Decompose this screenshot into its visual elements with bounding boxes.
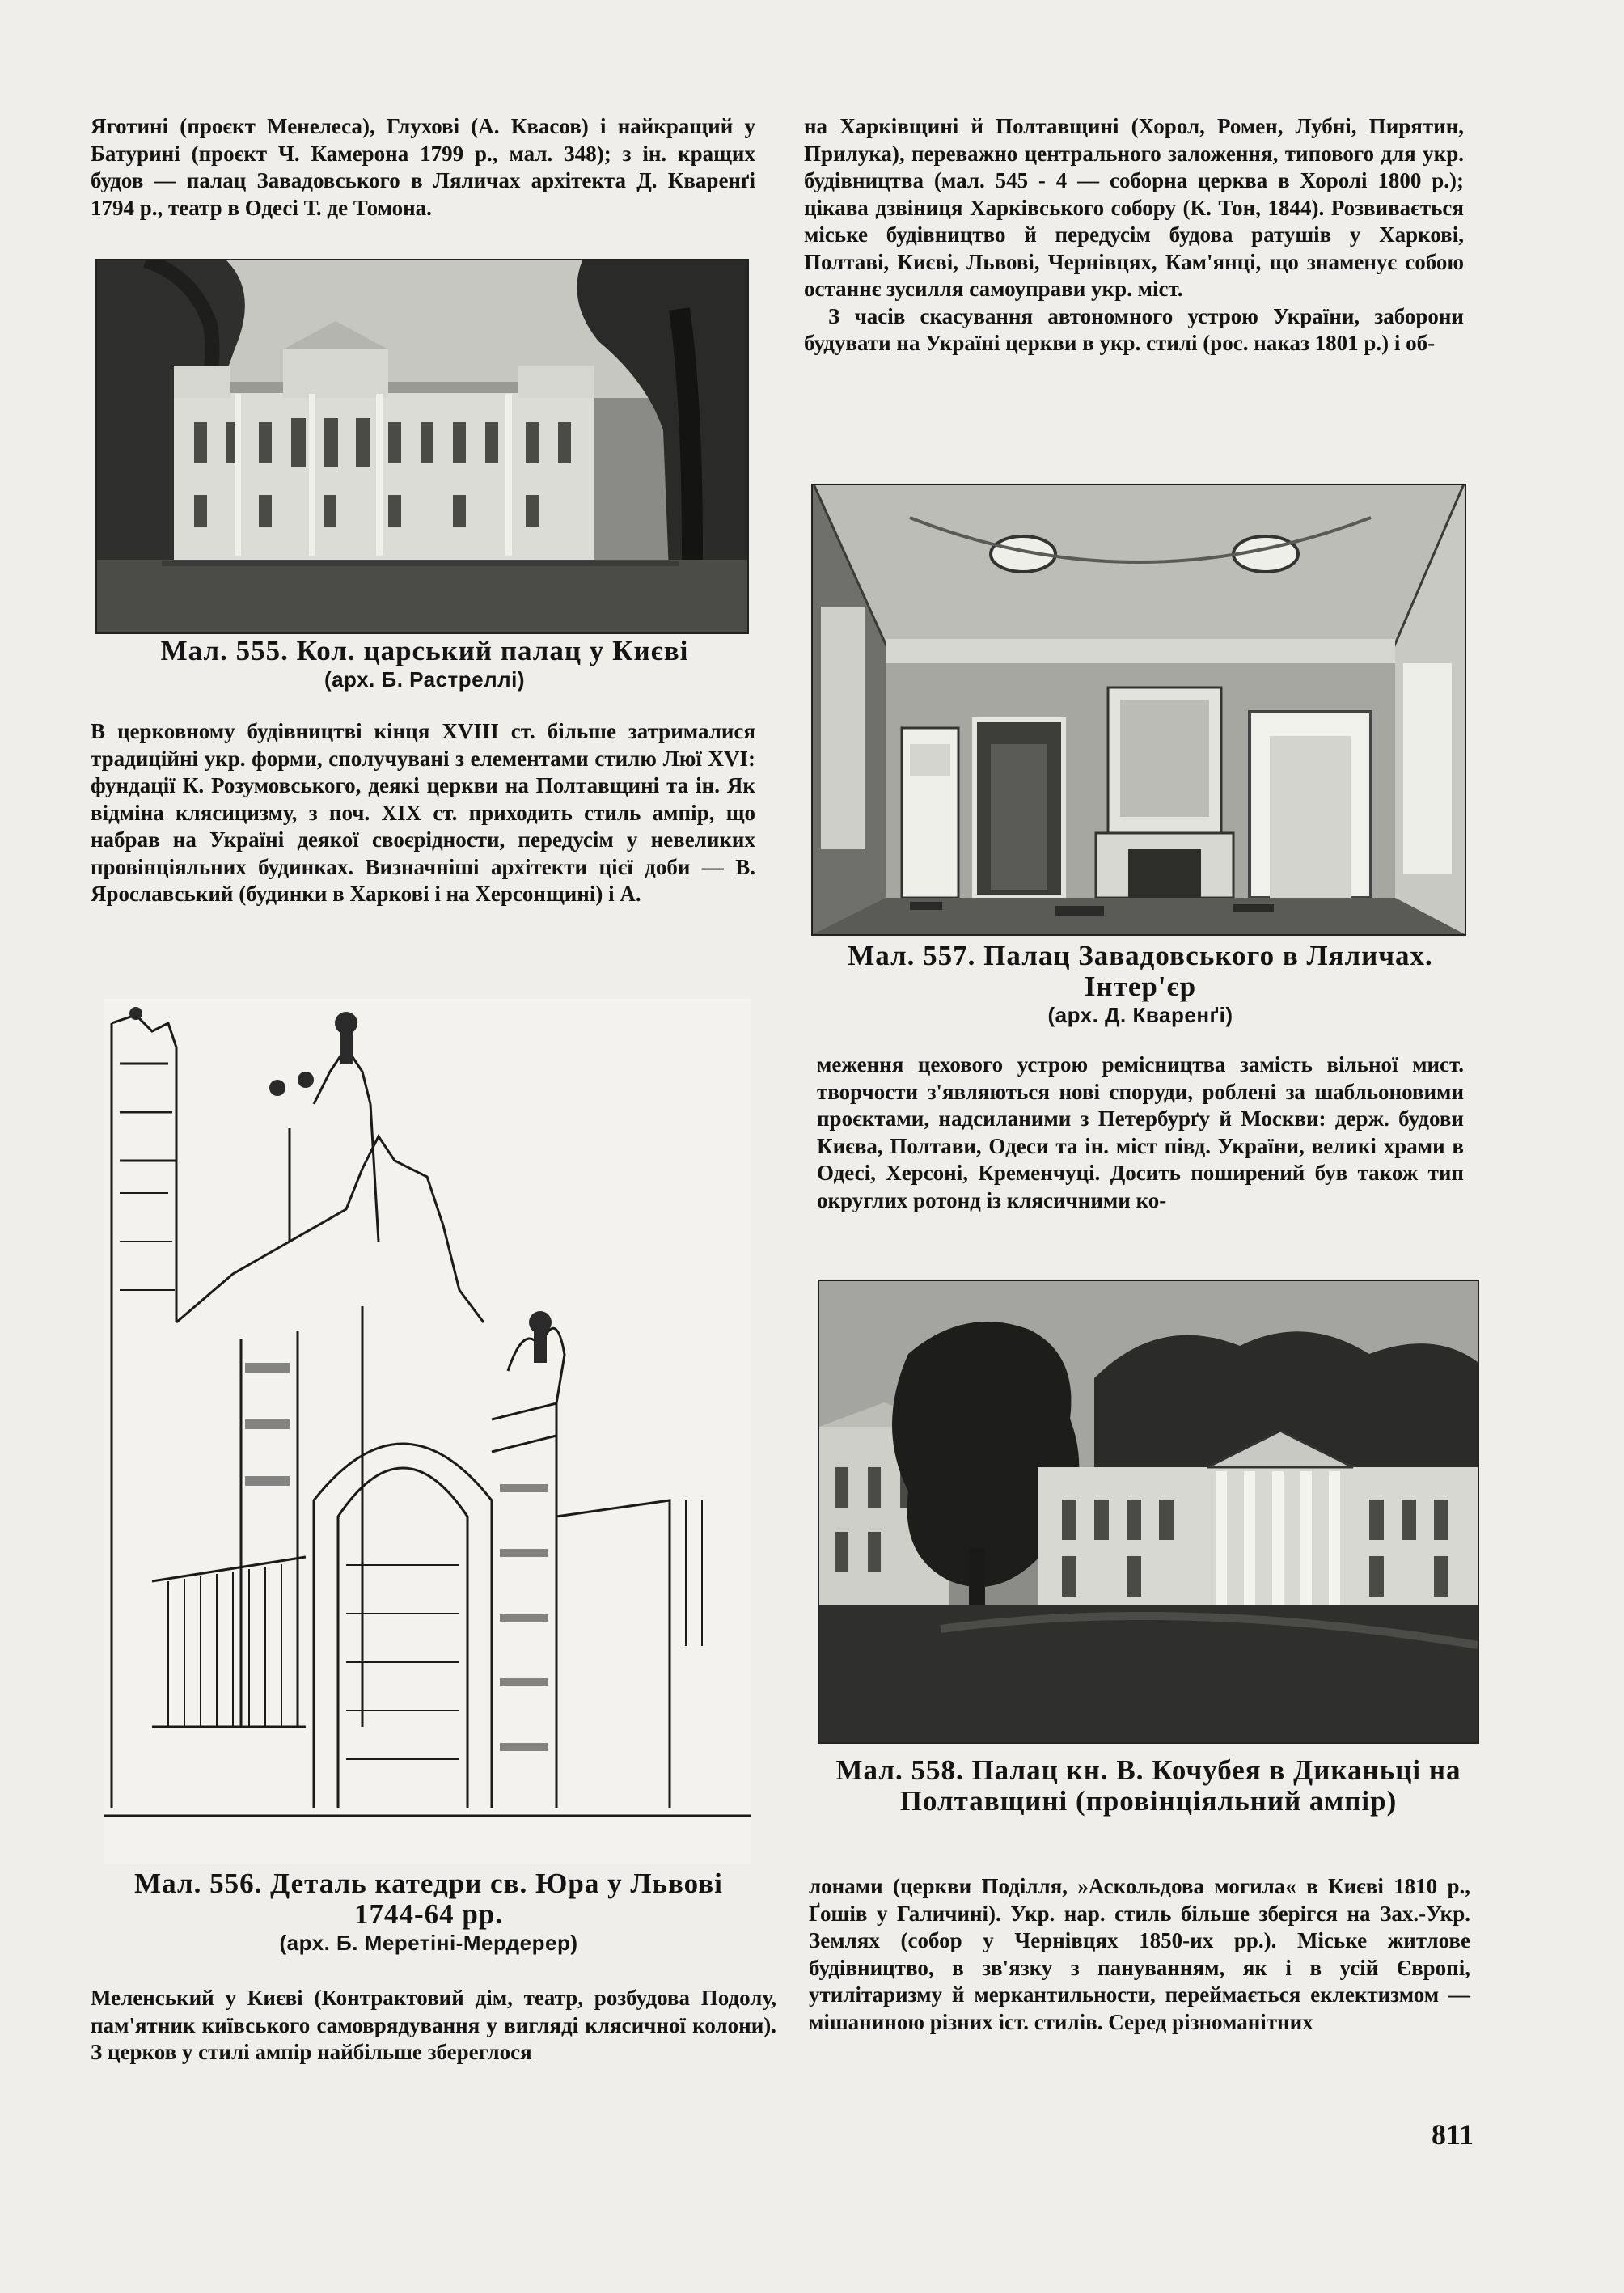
figure-558-photo: [818, 1280, 1479, 1744]
figure-557-title: Мал. 557. Палац Завадовського в Ляличах. Інтер'єр: [848, 940, 1433, 1002]
left-column-top-text: [91, 113, 755, 222]
right-top-paragraph-2: З часів скасування автономного устрою України, заборони будувати на Україні церкви в укр. стилі (рос. наказ 1801 р.) і об-: [804, 303, 1464, 355]
figure-556-architect: (арх. Б. Меретіні-Мердерер): [279, 1931, 578, 1955]
figure-556-title: Мал. 556. Деталь катедри св. Юра у Львові 1744-64 рр.: [134, 1868, 723, 1930]
figure-555-photo: [95, 259, 749, 634]
right-middle-paragraph: меження цехового устрою ремісництва замість вільної мист. творчости з'являються нові споруди, роблені за шабльоновими проєктами, надсиланими з Петербурґу й Москви: держ. будови Києва, Полтави, Одеси та ін. міст півд. України, великі храми в Одесі, Херсоні, Кременчуці. Досить поширений був також тип округлих ротонд із клясичними ко-: [817, 1052, 1464, 1212]
right-bottom-paragraph: лонами (церкви Поділля, »Аскольдова могила« в Києві 1810 р., Ґошів у Галичині). Укр. нар. стиль більше зберігся на Зах.-Укр. Землях (собор у Чернівцях 1850-их рр.). Міське житлове будівництво, в зв'язку з пануванням, як і в усій Європі, утилітаризму й меркантильности, переймається еклектизмом — мішаниною різних іст. стилів. Серед різноманітних: [809, 1874, 1470, 2034]
left-middle-paragraph: В церковному будівництві кінця XVIII ст. більше затрималися традиційні укр. форми, сполучувані з елементами стилю Люї XVI: фундації К. Розумовського, деякі церкви на Полтавщині та ін. Як відміна клясицизму, з поч. XIX ст. приходить стиль ампір, що набрав на Україні деякої своєрідности, передусім у невеликих провінціяльних будинках. Визначніші архітекти цієї доби — В. Ярославський (будинки в Харкові і на Херсонщині) і А.: [91, 719, 755, 906]
page-number: 811: [1432, 2118, 1474, 2151]
figure-556-drawing: [104, 999, 751, 1864]
left-column-middle-text: [91, 718, 755, 908]
right-column-top-text: [804, 113, 1464, 357]
right-top-paragraph-1: на Харківщині й Полтавщині (Хорол, Ромен, Лубні, Пирятин, Прилука), переважно центрального заложення, типового для укр. будівництва (мал. 545 - 4 — соборна церква в Хоролі 1800 р.); цікава дзвіниця Харківського собору (К. Тон, 1844). Розвивається міське будівництво й передусім будова ратушів у Харкові, Полтаві, Києві, Львові, Чернівцях, Кам'янці, що знаменує собою останнє зусилля самоуправи укр. міст.: [804, 114, 1464, 301]
left-column-bottom-text: [91, 1985, 776, 2067]
figure-555-title: Мал. 555. Кол. царський палац у Києві: [160, 635, 689, 666]
left-bottom-paragraph: Меленський у Києві (Контрактовий дім, театр, розбудова Подолу, пам'ятник київського самоврядування у вигляді клясичної колони). З церков у стилі ампір найбільше збереглося: [91, 1986, 776, 2064]
figure-557-photo: [811, 484, 1466, 936]
right-column-middle-text: [817, 1051, 1464, 1214]
figure-555-caption: [81, 636, 768, 692]
left-top-paragraph: Яготині (проєкт Менелеса), Глухові (А. Квасов) і найкращий у Батурині (проєкт Ч. Камерона 1799 р., мал. 348); з ін. кращих будов — палац Завадовського в Ляличах архітекта Д. Кваренґі 1794 р., театр в Одесі Т. де Томона.: [91, 114, 755, 220]
figure-557-architect: (арх. Д. Кваренґі): [1047, 1003, 1233, 1027]
figure-555-architect: (арх. Б. Растреллі): [324, 667, 526, 692]
figure-556-caption: [121, 1868, 736, 1956]
figure-557-caption: [801, 941, 1480, 1028]
figure-558-title: Мал. 558. Палац кн. В. Кочубея в Диканьці на Полтавщині (провінціяльний ампір): [835, 1754, 1461, 1817]
right-column-bottom-text: [809, 1873, 1470, 2036]
figure-558-caption: [813, 1755, 1484, 1817]
